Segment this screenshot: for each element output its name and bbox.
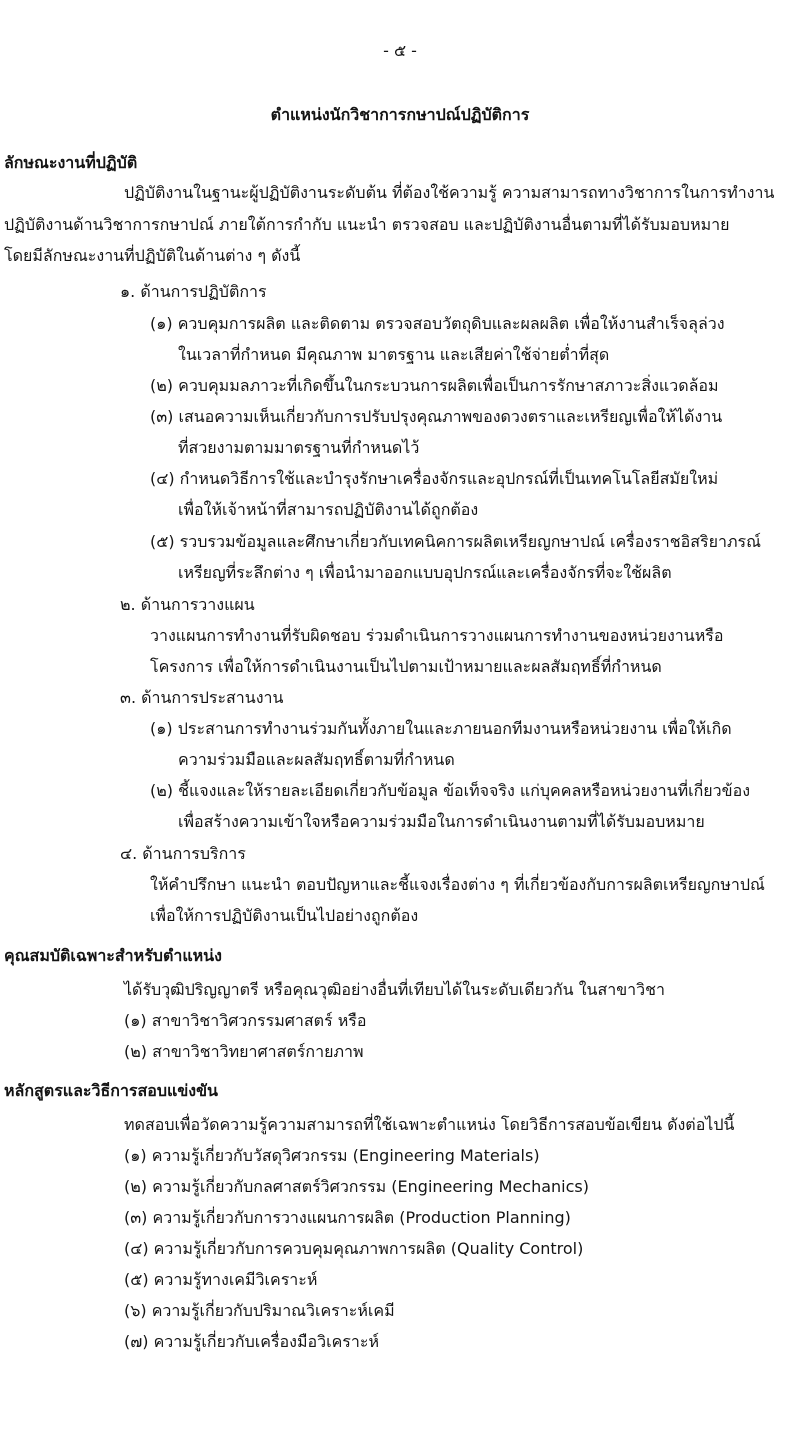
list-item-continued: ในเวลาที่กำหนด มีคุณภาพ มาตรฐาน และเสียค่าใช้จ่ายต่ำที่สุด [178, 345, 610, 364]
list-item-continued: เหรียญที่ระลึกต่าง ๆ เพื่อนำมาออกแบบอุปกรณ์และเครื่องจักรที่จะใช้ผลิต [178, 563, 672, 582]
list-item-continued: ความร่วมมือและผลสัมฤทธิ์ตามที่กำหนด [178, 750, 455, 769]
list-item: (๓) ความรู้เกี่ยวกับการวางแผนการผลิต (Production Planning) [124, 1208, 571, 1227]
paragraph-line: ปฏิบัติงานในฐานะผู้ปฏิบัติงานระดับต้น ที่ต้องใช้ความรู้ ความสามารถทางวิชาการในการทำงาน [124, 183, 775, 202]
list-item: (๕) รวบรวมข้อมูลและศึกษาเกี่ยวกับเทคนิคการผลิตเหรียญกษาปณ์ เครื่องราชอิสริยาภรณ์ [150, 532, 761, 551]
page-number: - ๕ - [383, 41, 417, 60]
subsection-label-service: ๔. ด้านการบริการ [120, 844, 246, 863]
page-title: ตำแหน่งนักวิชาการกษาปณ์ปฏิบัติการ [270, 105, 530, 124]
list-item: (๓) เสนอความเห็นเกี่ยวกับการปรับปรุงคุณภาพของดวงตราและเหรียญเพื่อให้ได้งาน [150, 407, 723, 426]
list-item: (๔) ความรู้เกี่ยวกับการควบคุมคุณภาพการผลิต (Quality Control) [124, 1239, 584, 1258]
paragraph-line: วางแผนการทำงานที่รับผิดชอบ ร่วมดำเนินการวางแผนการทำงานของหน่วยงานหรือ [150, 626, 724, 645]
list-item: (๒) ชี้แจงและให้รายละเอียดเกี่ยวกับข้อมูล ข้อเท็จจริง แก่บุคคลหรือหน่วยงานที่เกี่ยวข้อง [150, 781, 751, 800]
paragraph-line: เพื่อให้การปฏิบัติงานเป็นไปอย่างถูกต้อง [150, 906, 419, 925]
section-heading-duties: ลักษณะงานที่ปฏิบัติ [4, 153, 138, 172]
list-item: (๑) ควบคุมการผลิต และติดตาม ตรวจสอบวัตถุดิบและผลผลิต เพื่อให้งานสำเร็จลุล่วง [150, 314, 725, 333]
list-item: (๑) ความรู้เกี่ยวกับวัสดุวิศวกรรม (Engineering Materials) [124, 1146, 540, 1165]
list-item: (๒) ควบคุมมลภาวะที่เกิดขึ้นในกระบวนการผลิตเพื่อเป็นการรักษาสภาวะสิ่งแวดล้อม [150, 376, 719, 395]
paragraph-line: โครงการ เพื่อให้การดำเนินงานเป็นไปตามเป้าหมายและผลสัมฤทธิ์ที่กำหนด [150, 657, 662, 676]
subsection-label-operations: ๑. ด้านการปฏิบัติการ [120, 282, 267, 301]
section-heading-qualifications: คุณสมบัติเฉพาะสำหรับตำแหน่ง [4, 946, 222, 965]
list-item: (๕) ความรู้ทางเคมีวิเคราะห์ [124, 1270, 318, 1289]
list-item-continued: เพื่อสร้างความเข้าใจหรือความร่วมมือในการดำเนินงานตามที่ได้รับมอบหมาย [178, 812, 705, 831]
list-item: (๗) ความรู้เกี่ยวกับเครื่องมือวิเคราะห์ [124, 1332, 379, 1351]
section-heading-exam: หลักสูตรและวิธีการสอบแข่งขัน [4, 1081, 218, 1100]
list-item: (๒) ความรู้เกี่ยวกับกลศาสตร์วิศวกรรม (Engineering Mechanics) [124, 1177, 589, 1196]
list-item: (๒) สาขาวิชาวิทยาศาสตร์กายภาพ [124, 1042, 364, 1061]
subsection-label-planning: ๒. ด้านการวางแผน [120, 595, 255, 614]
paragraph-line: ทดสอบเพื่อวัดความรู้ความสามารถที่ใช้เฉพาะตำแหน่ง โดยวิธีการสอบข้อเขียน ดังต่อไปนี้ [124, 1115, 735, 1134]
list-item-continued: เพื่อให้เจ้าหน้าที่สามารถปฏิบัติงานได้ถูกต้อง [178, 500, 479, 519]
subsection-label-coordination: ๓. ด้านการประสานงาน [120, 688, 284, 707]
list-item-continued: ที่สวยงามตามมาตรฐานที่กำหนดไว้ [178, 438, 420, 457]
list-item: (๔) กำหนดวิธีการใช้และบำรุงรักษาเครื่องจักรและอุปกรณ์ที่เป็นเทคโนโลยีสมัยใหม่ [150, 469, 719, 488]
list-item: (๑) สาขาวิชาวิศวกรรมศาสตร์ หรือ [124, 1011, 367, 1030]
list-item: (๖) ความรู้เกี่ยวกับปริมาณวิเคราะห์เคมี [124, 1301, 395, 1320]
paragraph-line: ให้คำปรึกษา แนะนำ ตอบปัญหาและชี้แจงเรื่องต่าง ๆ ที่เกี่ยวข้องกับการผลิตเหรียญกษาปณ์ [150, 875, 765, 894]
paragraph-line: โดยมีลักษณะงานที่ปฏิบัติในด้านต่าง ๆ ดังนี้ [4, 246, 301, 265]
list-item: (๑) ประสานการทำงานร่วมกันทั้งภายในและภายนอกทีมงานหรือหน่วยงาน เพื่อให้เกิด [150, 719, 732, 738]
paragraph-line: ปฏิบัติงานด้านวิชาการกษาปณ์ ภายใต้การกำกับ แนะนำ ตรวจสอบ และปฏิบัติงานอื่นตามที่ได้รับมอบหมาย [4, 215, 730, 234]
paragraph-line: ได้รับวุฒิปริญญาตรี หรือคุณวุฒิอย่างอื่นที่เทียบได้ในระดับเดียวกัน ในสาขาวิชา [124, 980, 665, 999]
